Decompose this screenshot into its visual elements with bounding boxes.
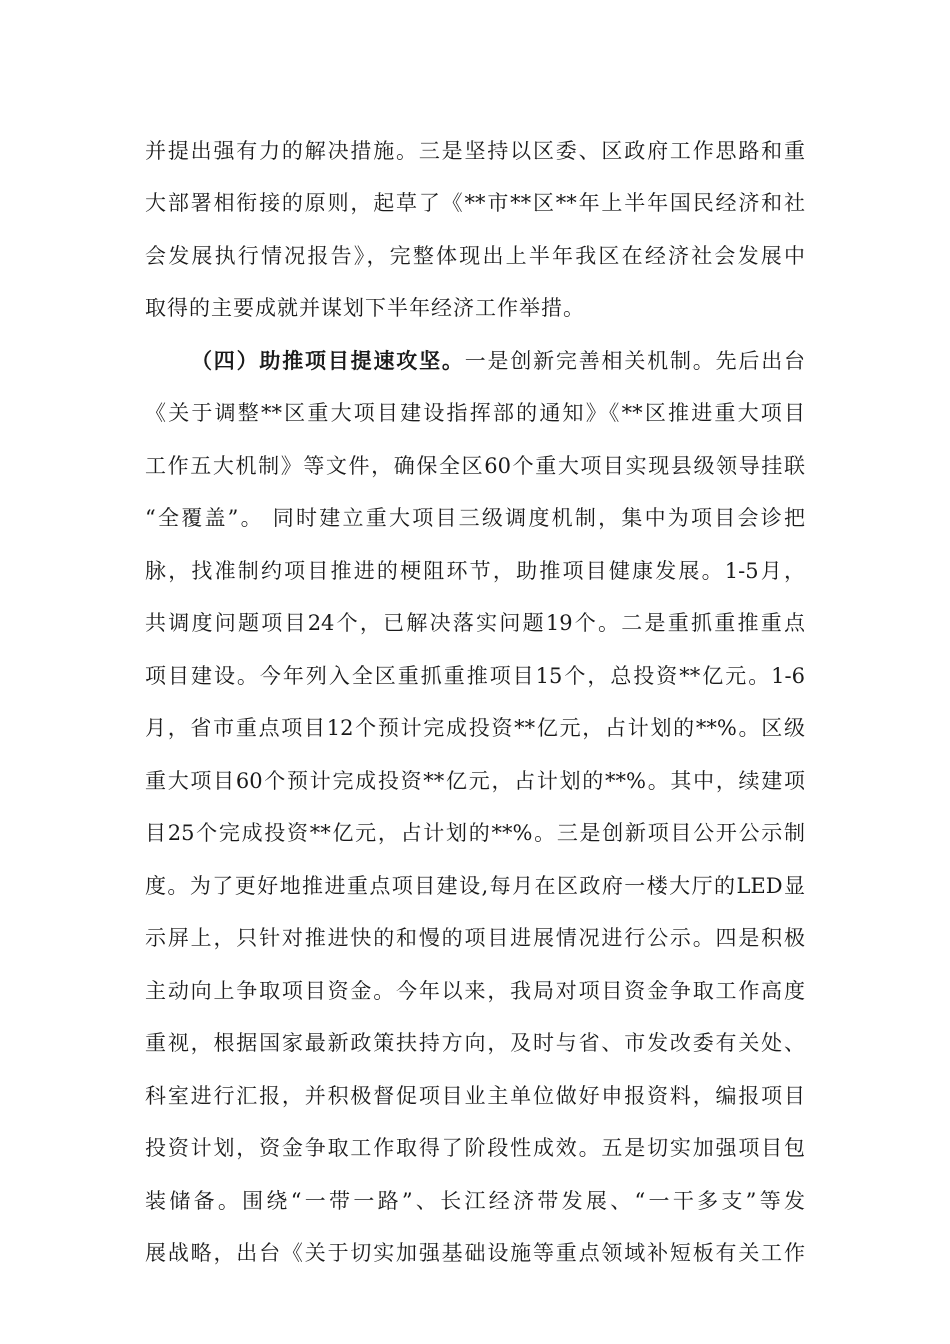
section-heading-line (191, 341, 805, 381)
paragraph-line: 取得的主要成就并谋划下半年经济工作举措。 (145, 296, 585, 320)
paragraph-line: 脉，找准制约项目推进的梗阻环节，助推项目健康发展。1-5月， (145, 559, 805, 583)
paragraph-line: 月，省市重点项目12个预计完成投资**亿元，占计划的**%。区级 (145, 716, 805, 740)
paragraph-line: 科室进行汇报，并积极督促项目业主单位做好申报资料，编报项目 (145, 1084, 805, 1108)
section-heading-continuation: 一是创新完善相关机制。先后出台 (464, 349, 806, 373)
paragraph-line: 装储备。围绕“一带一路”、长江经济带发展、“一干多支”等发 (145, 1189, 805, 1213)
paragraph-line: 工作五大机制》等文件，确保全区60个重大项目实现县级领导挂联 (145, 454, 805, 478)
paragraph-line: 《关于调整**区重大项目建设指挥部的通知》《**区推进重大项目 (145, 401, 805, 425)
section-heading: （四）助推项目提速攻坚。 (191, 348, 465, 373)
paragraph-line: 重视，根据国家最新政策扶持方向，及时与省、市发改委有关处、 (145, 1031, 805, 1055)
paragraph-line: 度。为了更好地推进重点项目建设,每月在区政府一楼大厅的LED显 (145, 874, 805, 898)
paragraph-line: 示屏上，只针对推进快的和慢的项目进展情况进行公示。四是积极 (145, 926, 805, 950)
paragraph-line: 共调度问题项目24个，已解决落实问题19个。二是重抓重推重点 (145, 611, 805, 635)
paragraph-line: 投资计划，资金争取工作取得了阶段性成效。五是切实加强项目包 (145, 1136, 805, 1160)
paragraph-line: 项目建设。今年列入全区重抓重推项目15个，总投资**亿元。1-6 (145, 664, 805, 688)
paragraph-line: 目25个完成投资**亿元，占计划的**%。三是创新项目公开公示制 (145, 821, 805, 845)
paragraph-line: 并提出强有力的解决措施。三是坚持以区委、区政府工作思路和重 (145, 139, 805, 163)
paragraph-line: “全覆盖”。 同时建立重大项目三级调度机制，集中为项目会诊把 (145, 506, 805, 530)
paragraph-line: 大部署相衔接的原则，起草了《**市**区**年上半年国民经济和社 (145, 191, 805, 215)
paragraph-line: 会发展执行情况报告》，完整体现出上半年我区在经济社会发展中 (145, 244, 805, 268)
paragraph-line: 主动向上争取项目资金。今年以来，我局对项目资金争取工作高度 (145, 979, 805, 1003)
paragraph-line: 重大项目60个预计完成投资**亿元，占计划的**%。其中，续建项 (145, 769, 805, 793)
paragraph-line: 展战略，出台《关于切实加强基础设施等重点领域补短板有关工作 (145, 1241, 805, 1265)
